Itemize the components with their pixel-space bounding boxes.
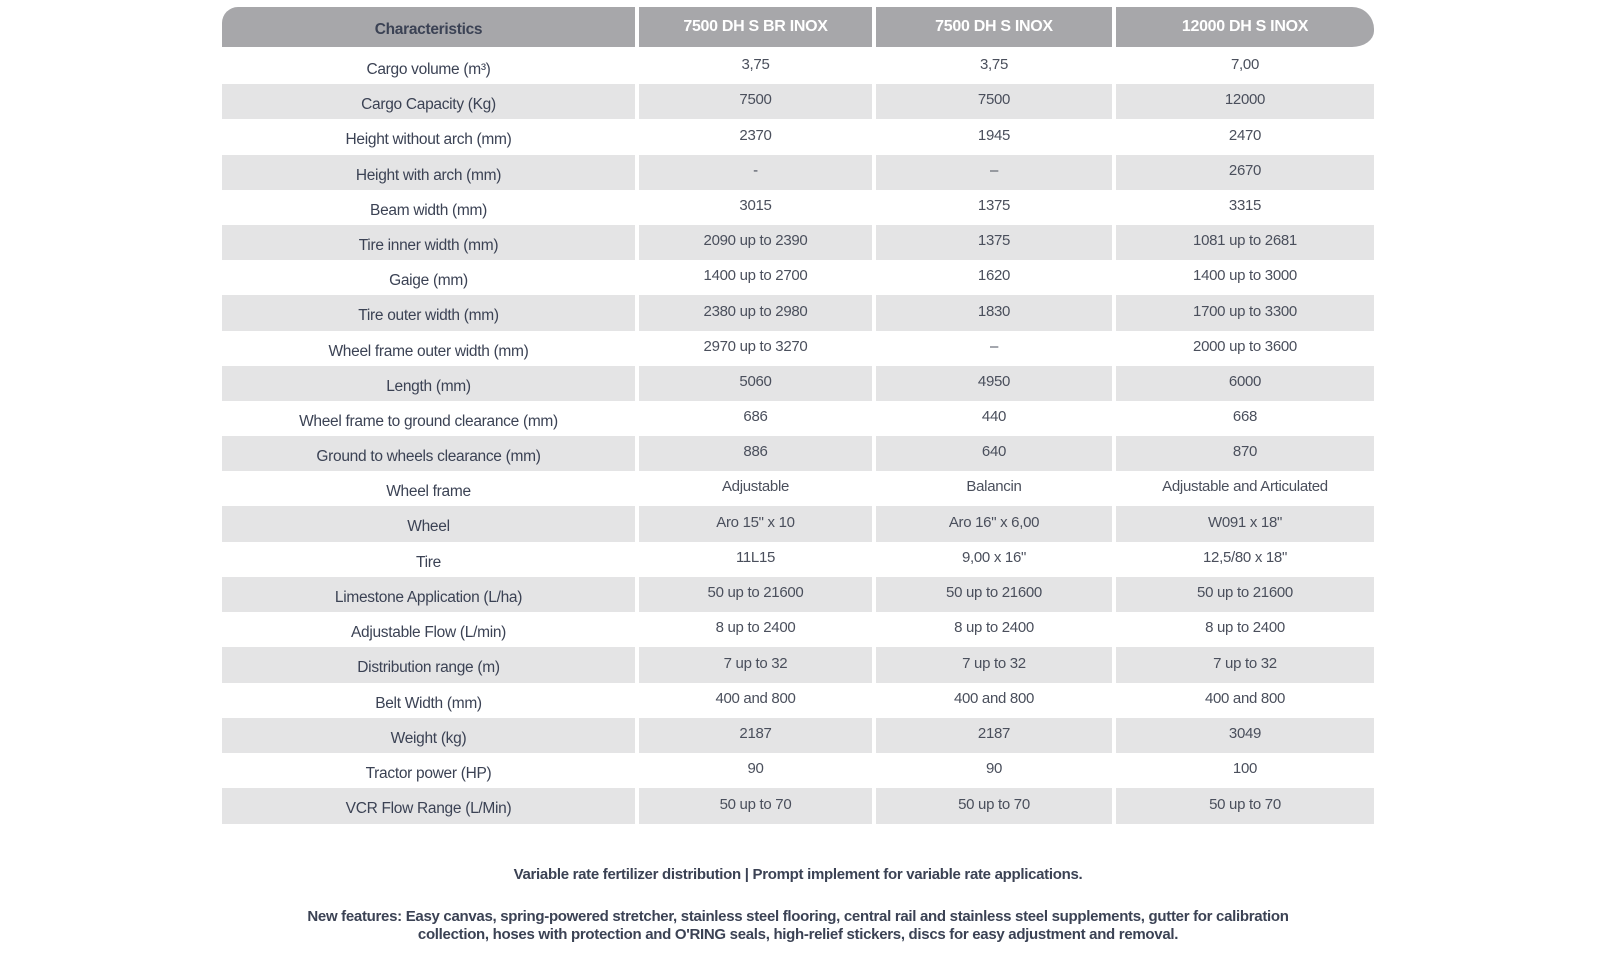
table-cell: Adjustable and Articulated <box>1116 471 1374 506</box>
table-cell: 50 up to 21600 <box>1116 577 1374 612</box>
footer-note-variable-rate: Variable rate fertilizer distribution | Prompt implement for variable rate applications. <box>513 866 1083 883</box>
table-cell: 400 and 800 <box>876 683 1112 718</box>
table-cell: 3315 <box>1116 190 1374 225</box>
table-cell: 1375 <box>876 225 1112 260</box>
table-cell: 668 <box>1116 401 1374 436</box>
row-label: Length (mm) <box>222 366 635 401</box>
table-cell: 50 up to 70 <box>639 788 872 824</box>
table-cell: 870 <box>1116 436 1374 471</box>
table-cell: Adjustable <box>639 471 872 506</box>
table-cell: 3015 <box>639 190 872 225</box>
row-label: Height with arch (mm) <box>222 155 635 190</box>
row-label: Weight (kg) <box>222 718 635 753</box>
table-cell: 886 <box>639 436 872 471</box>
table-cell: 12,5/80 x 18" <box>1116 542 1374 577</box>
table-cell: 2187 <box>876 718 1112 753</box>
table-cell: 11L15 <box>639 542 872 577</box>
table-row <box>222 612 1374 647</box>
table-cell: 2380 up to 2980 <box>639 295 872 331</box>
table-cell: 8 up to 2400 <box>639 612 872 647</box>
row-label: Cargo Capacity (Kg) <box>222 84 635 119</box>
table-row <box>222 788 1374 824</box>
table-row <box>222 436 1374 471</box>
table-cell: Balancin <box>876 471 1112 506</box>
header-model-7500-dh-s-inox: 7500 DH S INOX <box>876 7 1112 47</box>
table-cell: 7 up to 32 <box>639 647 872 683</box>
table-cell: 8 up to 2400 <box>1116 612 1374 647</box>
header-model-7500-dh-s-br-inox: 7500 DH S BR INOX <box>639 7 872 47</box>
table-cell: 2090 up to 2390 <box>639 225 872 260</box>
footer-note-new-features: New features: Easy canvas, spring-powered stretcher, stainless steel flooring, central rail and stainless steel supplements, gutter for calibration collection, hoses with protection and O'RING seals, high-relief stickers, discs for easy adjustment and removal. <box>307 908 1289 943</box>
table-cell: 1375 <box>876 190 1112 225</box>
table-cell: – <box>876 155 1112 190</box>
table-row <box>222 84 1374 119</box>
table-row <box>222 295 1374 331</box>
table-cell: 1700 up to 3300 <box>1116 295 1374 331</box>
table-cell: 1081 up to 2681 <box>1116 225 1374 260</box>
table-cell: 1945 <box>876 119 1112 155</box>
table-cell: 50 up to 21600 <box>876 577 1112 612</box>
table-cell: 90 <box>639 753 872 788</box>
row-label: Limestone Application (L/ha) <box>222 577 635 612</box>
row-label: VCR Flow Range (L/Min) <box>222 788 635 824</box>
table-cell: 9,00 x 16" <box>876 542 1112 577</box>
row-label: Wheel frame <box>222 471 635 506</box>
table-row <box>222 647 1374 683</box>
table-cell: 90 <box>876 753 1112 788</box>
table-row <box>222 506 1374 542</box>
row-label: Tire <box>222 542 635 577</box>
table-cell: Aro 16" x 6,00 <box>876 506 1112 542</box>
table-cell: 12000 <box>1116 84 1374 119</box>
table-cell: 400 and 800 <box>1116 683 1374 718</box>
header-model-12000-dh-s-inox: 12000 DH S INOX <box>1116 7 1374 47</box>
table-cell: 3049 <box>1116 718 1374 753</box>
table-cell: 7500 <box>639 84 872 119</box>
table-cell: 1830 <box>876 295 1112 331</box>
table-row <box>222 471 1374 506</box>
table-row <box>222 331 1374 366</box>
row-label: Tractor power (HP) <box>222 753 635 788</box>
row-label: Tire outer width (mm) <box>222 295 635 331</box>
header-characteristics: Characteristics <box>222 7 635 47</box>
row-label: Wheel <box>222 506 635 542</box>
table-row <box>222 401 1374 436</box>
table-cell: 1400 up to 2700 <box>639 260 872 295</box>
table-cell: 7500 <box>876 84 1112 119</box>
table-cell: 440 <box>876 401 1112 436</box>
table-row <box>222 542 1374 577</box>
row-label: Belt Width (mm) <box>222 683 635 718</box>
table-cell: 2670 <box>1116 155 1374 190</box>
table-cell: 7 up to 32 <box>876 647 1112 683</box>
table-row <box>222 366 1374 401</box>
table-row <box>222 753 1374 788</box>
row-label: Wheel frame to ground clearance (mm) <box>222 401 635 436</box>
table-cell: 50 up to 70 <box>1116 788 1374 824</box>
row-label: Adjustable Flow (L/min) <box>222 612 635 647</box>
table-cell: – <box>876 331 1112 366</box>
table-cell: 50 up to 70 <box>876 788 1112 824</box>
table-cell: 400 and 800 <box>639 683 872 718</box>
table-cell: 640 <box>876 436 1112 471</box>
table-cell: 3,75 <box>876 49 1112 84</box>
row-label: Beam width (mm) <box>222 190 635 225</box>
table-body <box>222 49 1374 824</box>
spec-table <box>222 7 1374 824</box>
table-cell: 50 up to 21600 <box>639 577 872 612</box>
table-cell: 686 <box>639 401 872 436</box>
table-cell: 2370 <box>639 119 872 155</box>
table-cell: 2187 <box>639 718 872 753</box>
table-cell: 6000 <box>1116 366 1374 401</box>
table-cell: - <box>639 155 872 190</box>
table-row <box>222 119 1374 155</box>
table-cell: 7 up to 32 <box>1116 647 1374 683</box>
row-label: Height without arch (mm) <box>222 119 635 155</box>
row-label: Wheel frame outer width (mm) <box>222 331 635 366</box>
table-row <box>222 718 1374 753</box>
table-row <box>222 190 1374 225</box>
table-cell: 1400 up to 3000 <box>1116 260 1374 295</box>
table-cell: 7,00 <box>1116 49 1374 84</box>
table-header-row <box>222 7 1374 47</box>
row-label: Tire inner width (mm) <box>222 225 635 260</box>
table-cell: W091 x 18" <box>1116 506 1374 542</box>
row-label: Cargo volume (m³) <box>222 49 635 84</box>
table-cell: Aro 15" x 10 <box>639 506 872 542</box>
table-cell: 2470 <box>1116 119 1374 155</box>
table-row <box>222 155 1374 190</box>
table-row <box>222 49 1374 84</box>
row-label: Gaige (mm) <box>222 260 635 295</box>
table-row <box>222 577 1374 612</box>
table-row <box>222 683 1374 718</box>
table-row <box>222 225 1374 260</box>
table-cell: 100 <box>1116 753 1374 788</box>
table-cell: 2000 up to 3600 <box>1116 331 1374 366</box>
table-cell: 3,75 <box>639 49 872 84</box>
table-cell: 4950 <box>876 366 1112 401</box>
table-cell: 8 up to 2400 <box>876 612 1112 647</box>
table-cell: 1620 <box>876 260 1112 295</box>
row-label: Ground to wheels clearance (mm) <box>222 436 635 471</box>
table-cell: 5060 <box>639 366 872 401</box>
table-cell: 2970 up to 3270 <box>639 331 872 366</box>
row-label: Distribution range (m) <box>222 647 635 683</box>
table-row <box>222 260 1374 295</box>
